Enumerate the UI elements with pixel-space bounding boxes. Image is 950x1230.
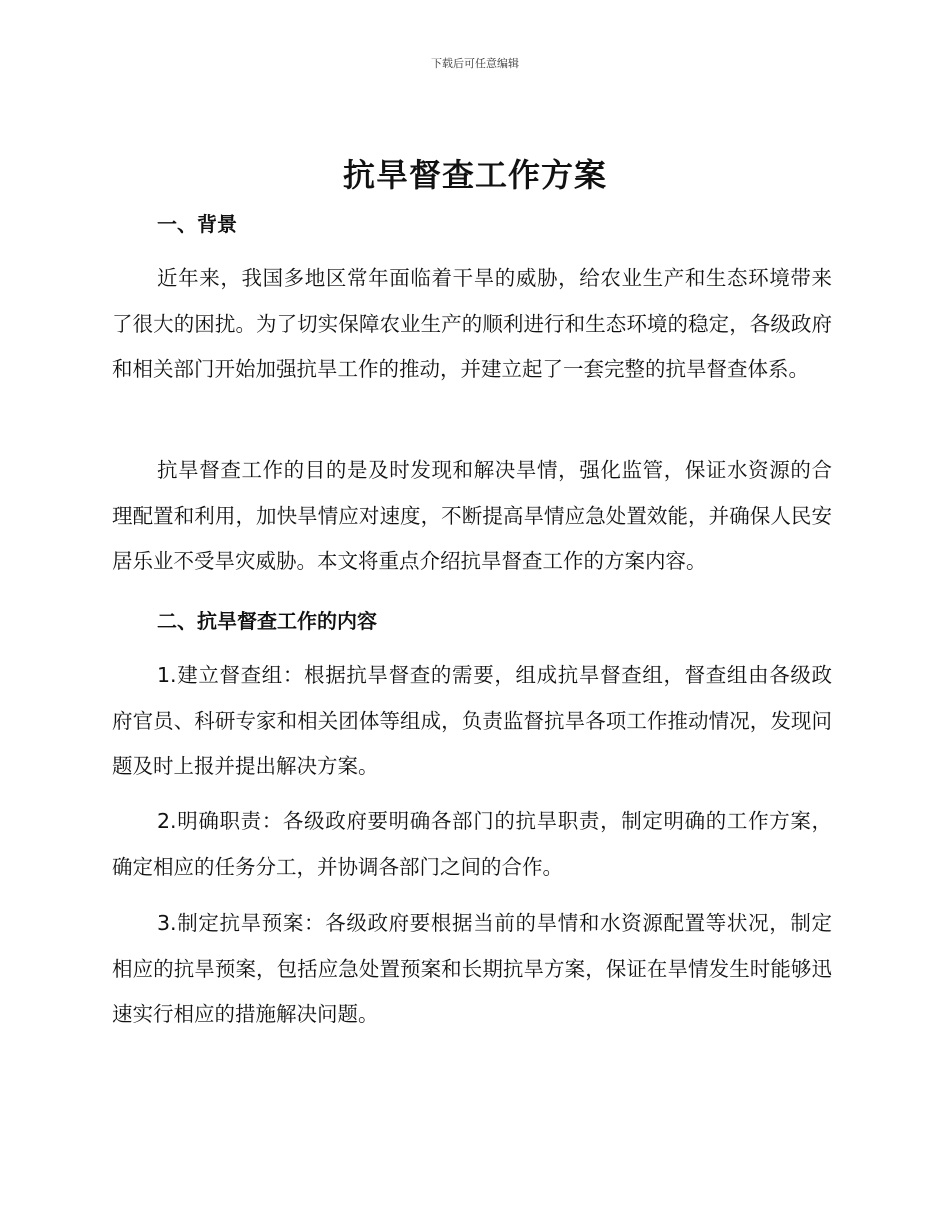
document-title: 抗旱督查工作方案 — [342, 156, 607, 194]
paragraph-content-2: 2.明确职责：各级政府要明确各部门的抗旱职责，制定明确的工作方案，确定相应的任务分工，并协调各部门之间的合作。 — [112, 809, 832, 879]
header-note: 下载后可任意编辑 — [431, 57, 519, 70]
section-heading-background: 一、背景 — [157, 212, 237, 236]
paragraph-background-2: 抗旱督查工作的目的是及时发现和解决旱情，强化监管，保证水资源的合理配置和利用，加快旱情应对速度，不断提高旱情应急处置效能，并确保人民安居乐业不受旱灾威胁。本文将重点介绍抗旱督查工作的方案内容。 — [112, 458, 832, 573]
paragraph-background-1: 近年来，我国多地区常年面临着干旱的威胁，给农业生产和生态环境带来了很大的困扰。为了切实保障农业生产的顺利进行和生态环境的稳定，各级政府和相关部门开始加强抗旱工作的推动，并建立起了一套完整的抗旱督查体系。 — [112, 266, 832, 381]
section-heading-content: 二、抗旱督查工作的内容 — [157, 609, 377, 633]
paragraph-content-3: 3.制定抗旱预案：各级政府要根据当前的旱情和水资源配置等状况，制定相应的抗旱预案，包括应急处置预案和长期抗旱方案，保证在旱情发生时能够迅速实行相应的措施解决问题。 — [112, 911, 832, 1026]
paragraph-content-1: 1.建立督查组：根据抗旱督查的需要，组成抗旱督查组，督查组由各级政府官员、科研专家和相关团体等组成，负责监督抗旱各项工作推动情况，发现问题及时上报并提出解决方案。 — [112, 663, 832, 778]
